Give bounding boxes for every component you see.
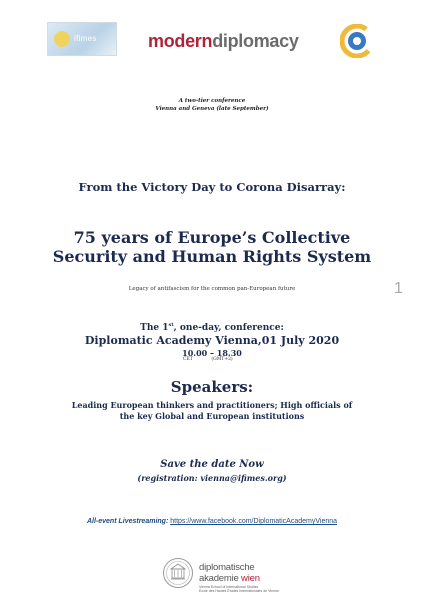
speakers-heading: Speakers:	[170, 378, 254, 396]
conference-label	[0, 322, 424, 333]
brand-part-diplomacy: diplomacy	[212, 31, 299, 51]
academy-seal-icon	[162, 557, 194, 589]
livestream-link[interactable]: https://www.facebook.com/DiplomaticAcademyVienna	[170, 518, 338, 525]
lead-heading: From the Victory Day to Corona Disarray:	[78, 180, 346, 194]
save-the-date: Save the date Now	[160, 459, 264, 470]
ifimes-logo-text: ifimes	[74, 34, 97, 43]
tier-line-1: A two-tier conference	[178, 98, 246, 104]
time-zone-gmt: (GMT+2)	[211, 357, 233, 362]
modern-diplomacy-logo	[148, 31, 299, 52]
academy-name-line-2	[199, 573, 260, 584]
venue-date: Diplomatic Academy Vienna,01 July 2020	[84, 334, 340, 347]
speakers-line-1: Leading European thinkers and practitioners; High officials of	[71, 400, 353, 410]
page-title-line-2: Security and Human Rights System	[52, 247, 372, 266]
registration-info: (registration: vienna@ifimes.org)	[137, 473, 287, 483]
page-number: 1	[394, 280, 403, 297]
academy-name-akademie: akademie	[199, 573, 239, 584]
speakers-line-2: the key Global and European institutions	[119, 411, 305, 421]
livestream-label: All-event Livestreaming:	[86, 518, 169, 525]
conference-label-pre: The 1	[140, 323, 169, 333]
livestream-line	[0, 518, 424, 525]
time-range: 10.00 – 18.30	[182, 348, 242, 358]
conference-label-post: , one-day, conference:	[173, 323, 284, 333]
academy-name-line-1: diplomatische	[199, 562, 255, 573]
c-emblem-icon	[340, 24, 374, 58]
time-zones	[183, 357, 233, 362]
page-title-line-1: 75 years of Europe’s Collective	[73, 228, 351, 247]
legacy-subtitle: Legacy of antifascism for the common pan-European future	[128, 286, 296, 292]
conference-label-sup: st	[168, 322, 174, 328]
academy-name-wien: wien	[241, 573, 260, 584]
time-zone-cet: CET	[183, 357, 193, 362]
tier-line-2: Vienna and Geneva (late September)	[155, 106, 269, 112]
ifimes-logo	[47, 22, 117, 56]
academy-subtitle-en: Vienna School of International Studies	[199, 585, 259, 589]
sun-icon	[54, 31, 70, 47]
academy-subtitle-fr: École des Hautes Études Internationales de Vienne	[199, 589, 279, 593]
brand-part-modern: modern	[148, 31, 213, 51]
